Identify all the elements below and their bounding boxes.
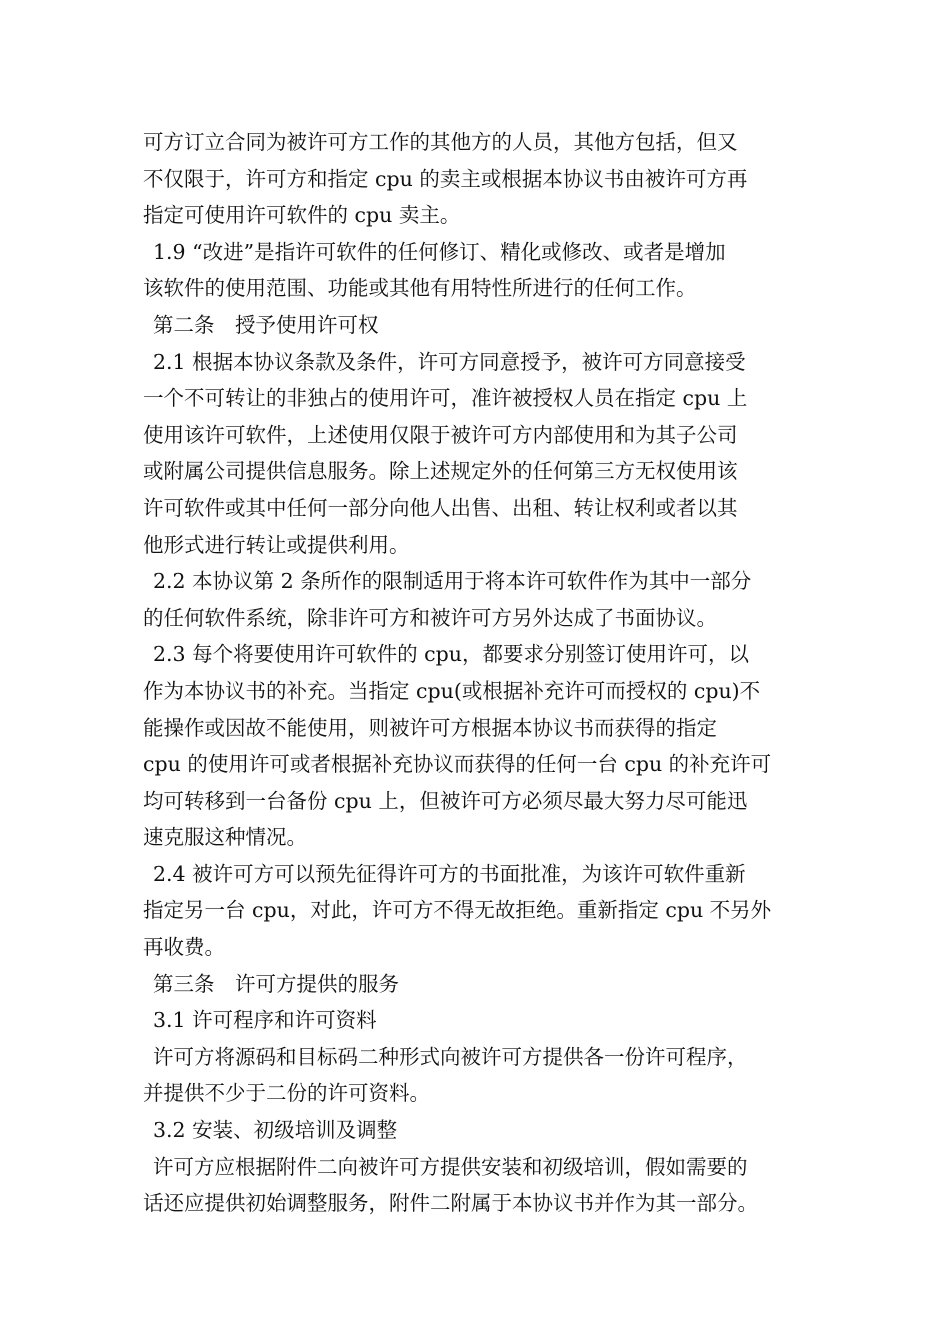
text-line: 许可软件或其中任何一部分向他人出售、出租、转让权利或者以其: [143, 495, 738, 520]
text-line: 并提供不少于二份的许可资料。: [143, 1081, 430, 1106]
text-line: 或附属公司提供信息服务。除上述规定外的任何第三方无权使用该: [143, 459, 738, 484]
text-line: 2.3 每个将要使用许可软件的 cpu，都要求分别签订使用许可，以: [153, 642, 749, 667]
text-line: 话还应提供初始调整服务，附件二附属于本协议书并作为其一部分。: [143, 1191, 758, 1216]
text-line: 不仅限于，许可方和指定 cpu 的卖主或根据本协议书由被许可方再: [143, 166, 748, 191]
text-line: 1.9 “改进”是指许可软件的任何修订、精化或修改、或者是增加: [153, 239, 726, 264]
text-line: 3.2 安装、初级培训及调整: [153, 1118, 398, 1143]
text-line: 2.2 本协议第 2 条所作的限制适用于将本许可软件作为其中一部分: [153, 569, 752, 594]
text-line: 使用该许可软件，上述使用仅限于被许可方内部使用和为其子公司: [143, 422, 738, 447]
text-line: 2.1 根据本协议条款及条件，许可方同意授予，被许可方同意接受: [153, 349, 746, 374]
text-line: 可方订立合同为被许可方工作的其他方的人员，其他方包括，但又: [143, 130, 738, 154]
text-line: 一个不可转让的非独占的使用许可，准许被授权人员在指定 cpu 上: [143, 386, 748, 411]
text-line: 速克服这种情况。: [143, 825, 307, 850]
text-line: 再收费。: [143, 935, 225, 960]
text-line: 第三条 许可方提供的服务: [153, 971, 399, 996]
text-line: 能操作或因故不能使用，则被许可方根据本协议书而获得的指定: [143, 715, 717, 740]
text-line: 该软件的使用范围、功能或其他有用特性所进行的任何工作。: [143, 276, 697, 301]
text-line: 作为本协议书的补充。当指定 cpu(或根据补充许可而授权的 cpu)不: [143, 678, 761, 703]
text-line: 的任何软件系统，除非许可方和被许可方另外达成了书面协议。: [143, 605, 717, 630]
text-line: 指定另一台 cpu，对此，许可方不得无故拒绝。重新指定 cpu 不另外: [143, 898, 772, 923]
text-line: 指定可使用许可软件的 cpu 卖主。: [143, 203, 461, 228]
text-line: 均可转移到一台备份 cpu 上，但被许可方必须尽最大努力尽可能迅: [143, 788, 748, 813]
document-body: [143, 124, 843, 1222]
text-line: cpu 的使用许可或者根据补充协议而获得的任何一台 cpu 的补充许可: [143, 752, 772, 777]
text-line: 许可方应根据附件二向被许可方提供安装和初级培训，假如需要的: [153, 1154, 748, 1179]
text-line: 第二条 授予使用许可权: [153, 312, 379, 337]
text-line: 3.1 许可程序和许可资料: [153, 1008, 377, 1033]
text-line: 许可方将源码和目标码二种形式向被许可方提供各一份许可程序，: [153, 1044, 748, 1069]
text-line: 2.4 被许可方可以预先征得许可方的书面批准，为该许可软件重新: [153, 861, 746, 886]
text-line: 他形式进行转让或提供利用。: [143, 532, 410, 557]
